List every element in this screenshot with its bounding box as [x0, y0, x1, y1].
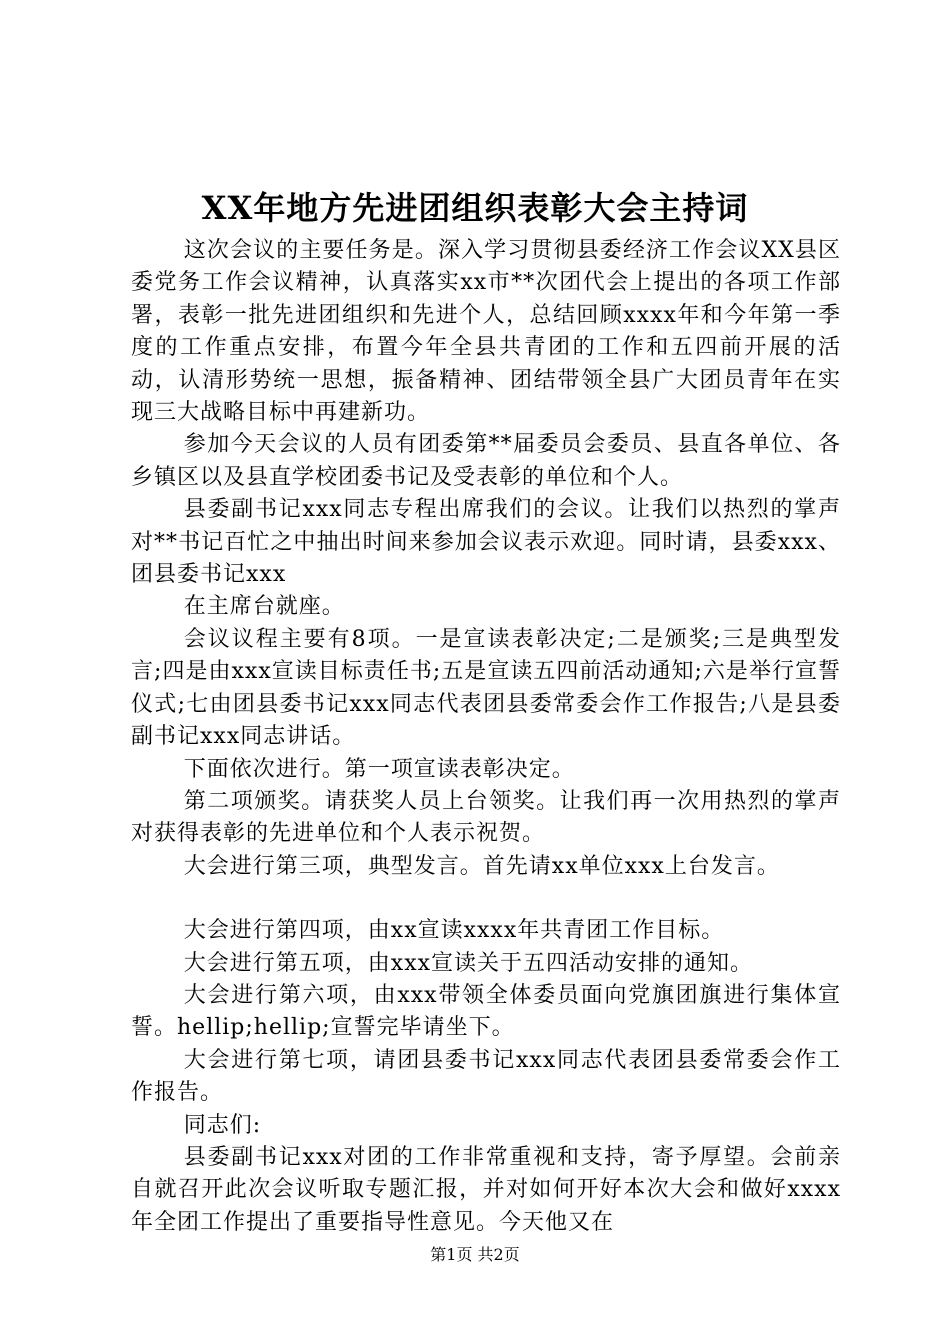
paragraph-seated: 在主席台就座。: [183, 594, 345, 620]
paragraph-item-four: 大会进行第四项，由xx宣读xxxx年共青团工作目标。: [183, 918, 725, 944]
page-number-footer: 第1页 共2页: [430, 1245, 520, 1264]
paragraph-agenda: 会议议程主要有8项。一是宣读表彰决定;二是颁奖;三是典型发言;四是由xxx宣读目标责任书;五是宣读五四前活动通知;六是举行宣誓仪式;七由团县委书记xxx同志代表团县委常委会作工作报告;八是县委副书记xxx同志讲话。: [131, 626, 841, 750]
paragraph-welcome: 县委副书记xxx同志专程出席我们的会议。让我们以热烈的掌声对**书记百忙之中抽出时间来参加会议表示欢迎。同时请，县委xxx、团县委书记xxx: [131, 497, 841, 588]
paragraph-item-two: 第二项颁奖。请获奖人员上台领奖。让我们再一次用热烈的掌声对获得表彰的先进单位和个人表示祝贺。: [131, 788, 841, 847]
paragraph-item-five: 大会进行第五项，由xxx宣读关于五四活动安排的通知。: [183, 950, 754, 976]
document-body: [131, 235, 841, 1239]
paragraph-item-one: 下面依次进行。第一项宣读表彰决定。: [183, 756, 575, 782]
paragraph-item-six: 大会进行第六项，由xxx带领全体委员面向党旗团旗进行集体宣誓。hellip;hellip;宣誓完毕请坐下。: [131, 982, 841, 1041]
paragraph-item-three: 大会进行第三项，典型发言。首先请xx单位xxx上台发言。: [183, 853, 780, 879]
document-title: XX年地方先进团组织表彰大会主持词: [201, 189, 749, 227]
paragraph-attendees: 参加今天会议的人员有团委第**届委员会委员、县直各单位、各乡镇区以及县直学校团委书记及受表彰的单位和个人。: [131, 432, 841, 490]
paragraph-main-tasks: 这次会议的主要任务是。深入学习贯彻县委经济工作会议XX县区委党务工作会议精神，认真落实xx市**次团代会上提出的各项工作部署，表彰一批先进团组织和先进个人，总结回顾xxxx年和今年第一季度的工作重点安排，布置今年全县共青团的工作和五四前开展的活动，认清形势统一思想，振备精神、团结带领全县广大团员青年在实现三大战略目标中再建新功。: [131, 238, 841, 426]
paragraph-deputy-secretary: 县委副书记xxx对团的工作非常重视和支持，寄予厚望。会前亲自就召开此次会议听取专题汇报，并对如何开好本次大会和做好xxxx年全团工作提出了重要指导性意见。今天他又在: [131, 1144, 841, 1235]
paragraph-salutation: 同志们:: [183, 1112, 262, 1138]
paragraph-item-seven: 大会进行第七项，请团县委书记xxx同志代表团县委常委会作工作报告。: [131, 1047, 841, 1106]
